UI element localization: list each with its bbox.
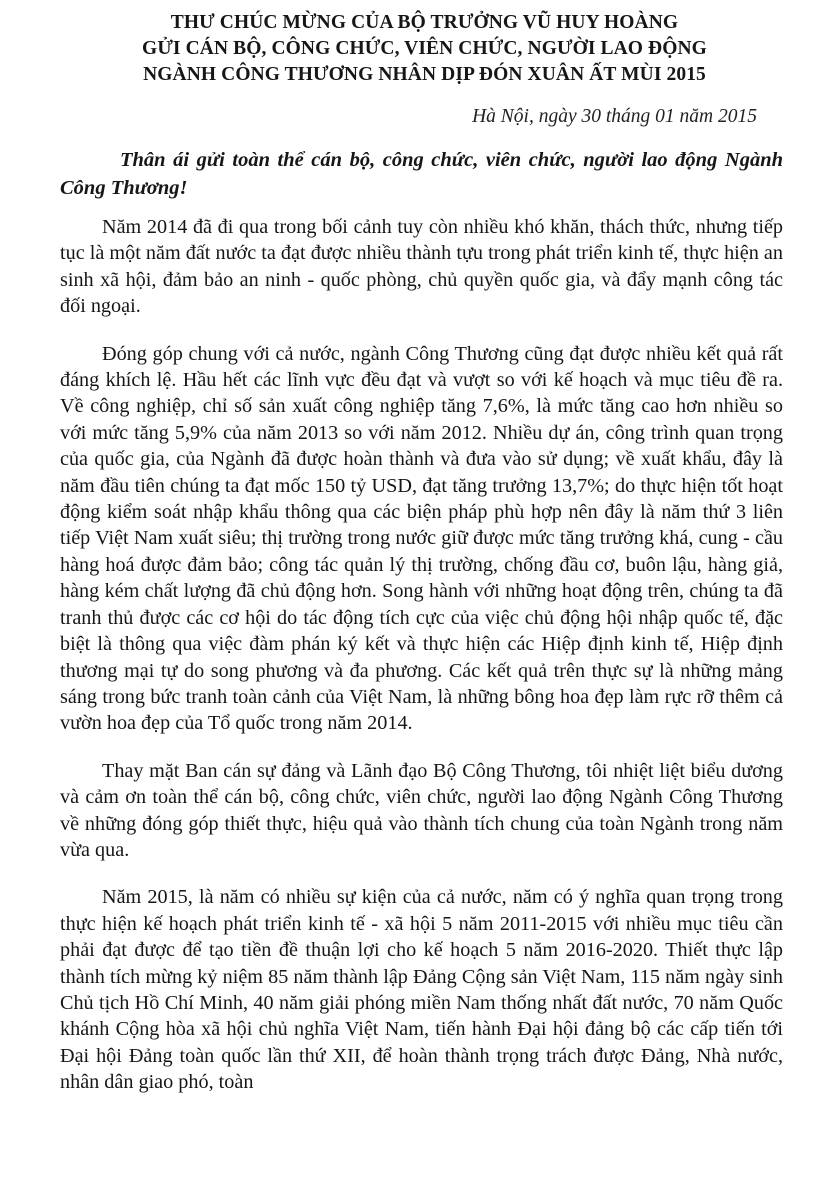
title-line-3: NGÀNH CÔNG THƯƠNG NHÂN DỊP ĐÓN XUÂN ẤT MÙI 2015 [143, 64, 706, 85]
title-line-2: GỬI CÁN BỘ, CÔNG CHỨC, VIÊN CHỨC, NGƯỜI LAO ĐỘNG [142, 38, 707, 59]
dateline: Hà Nội, ngày 30 tháng 01 năm 2015 [472, 106, 757, 127]
paragraph-4: Năm 2015, là năm có nhiều sự kiện của cả nước, năm có ý nghĩa quan trọng trong thực hiện kế hoạch phát triển kinh tế - xã hội 5 năm 2011-2015 với nhiều mục tiêu cần phải đạt được để tạo tiền đề thuận lợi cho kế hoạch 5 năm 2016-2020. Thiết thực lập thành tích mừng kỷ niệm 85 năm thành lập Đảng Cộng sản Việt Nam, 115 năm ngày sinh Chủ tịch Hồ Chí Minh, 40 năm giải phóng miền Nam thống nhất đất nước, 70 năm Quốc khánh Cộng hòa xã hội chủ nghĩa Việt Nam, tiến hành Đại hội đảng bộ các cấp tiến tới Đại hội Đảng toàn quốc lần thứ XII, để hoàn thành trọng trách được Đảng, Nhà nước, nhân dân giao phó, toàn [60, 886, 783, 1094]
paragraph-1: Năm 2014 đã đi qua trong bối cảnh tuy còn nhiều khó khăn, thách thức, nhưng tiếp tục là một năm đất nước ta đạt được nhiều thành tựu trong phát triển kinh tế, thực hiện an sinh xã hội, đảm bảo an ninh - quốc phòng, chủ quyền quốc gia, và đẩy mạnh công tác đối ngoại. [60, 216, 783, 318]
paragraph-2: Đóng góp chung với cả nước, ngành Công Thương cũng đạt được nhiều kết quả rất đáng khích lệ. Hầu hết các lĩnh vực đều đạt và vượt so với kế hoạch và mục tiêu đề ra. Về công nghiệp, chỉ số sản xuất công nghiệp tăng 7,6%, là mức tăng cao hơn nhiều so với mức tăng 5,9% của năm 2013 so với năm 2012. Nhiều dự án, công trình quan trọng của quốc gia, của Ngành đã được hoàn thành và đưa vào sử dụng; về xuất khẩu, đây là năm đầu tiên chúng ta đạt mốc 150 tỷ USD, đạt tăng trưởng 13,7%; do thực hiện tốt hoạt động kiểm soát nhập khẩu thông qua các biện pháp phù hợp nên đây là năm thứ 3 liên tiếp Việt Nam xuất siêu; thị trường trong nước giữ được mức tăng trưởng khá, cung - cầu hàng hoá được đảm bảo; công tác quản lý thị trường, chống đầu cơ, buôn lậu, hàng giả, hàng kém chất lượng đã chủ động hơn. Song hành với những hoạt động trên, chúng ta đã tranh thủ được các cơ hội do tác động tích cực của việc chủ động hội nhập quốc tế, đặc biệt là thông qua việc đàm phán ký kết và thực hiện các Hiệp định kinh tế, Hiệp định thương mại tự do song phương và đa phương. Các kết quả trên thực sự là những mảng sáng trong bức tranh toàn cảnh của Việt Nam, là những bông hoa đẹp làm rực rỡ thêm cả vườn hoa đẹp của Tổ quốc trong năm 2014. [60, 342, 783, 735]
salutation: Thân ái gửi toàn thể cán bộ, công chức, viên chức, người lao động Ngành Công Thương! [60, 149, 783, 199]
paragraph-3: Thay mặt Ban cán sự đảng và Lãnh đạo Bộ Công Thương, tôi nhiệt liệt biểu dương và cảm ơn toàn thể cán bộ, công chức, viên chức, người lao động Ngành Công Thương về những đóng góp thiết thực, hiệu quả vào thành tích chung của toàn Ngành trong năm vừa qua. [60, 759, 783, 861]
document-title [66, 10, 783, 88]
title-line-1: THƯ CHÚC MỪNG CỦA BỘ TRƯỞNG VŨ HUY HOÀNG [170, 12, 679, 33]
